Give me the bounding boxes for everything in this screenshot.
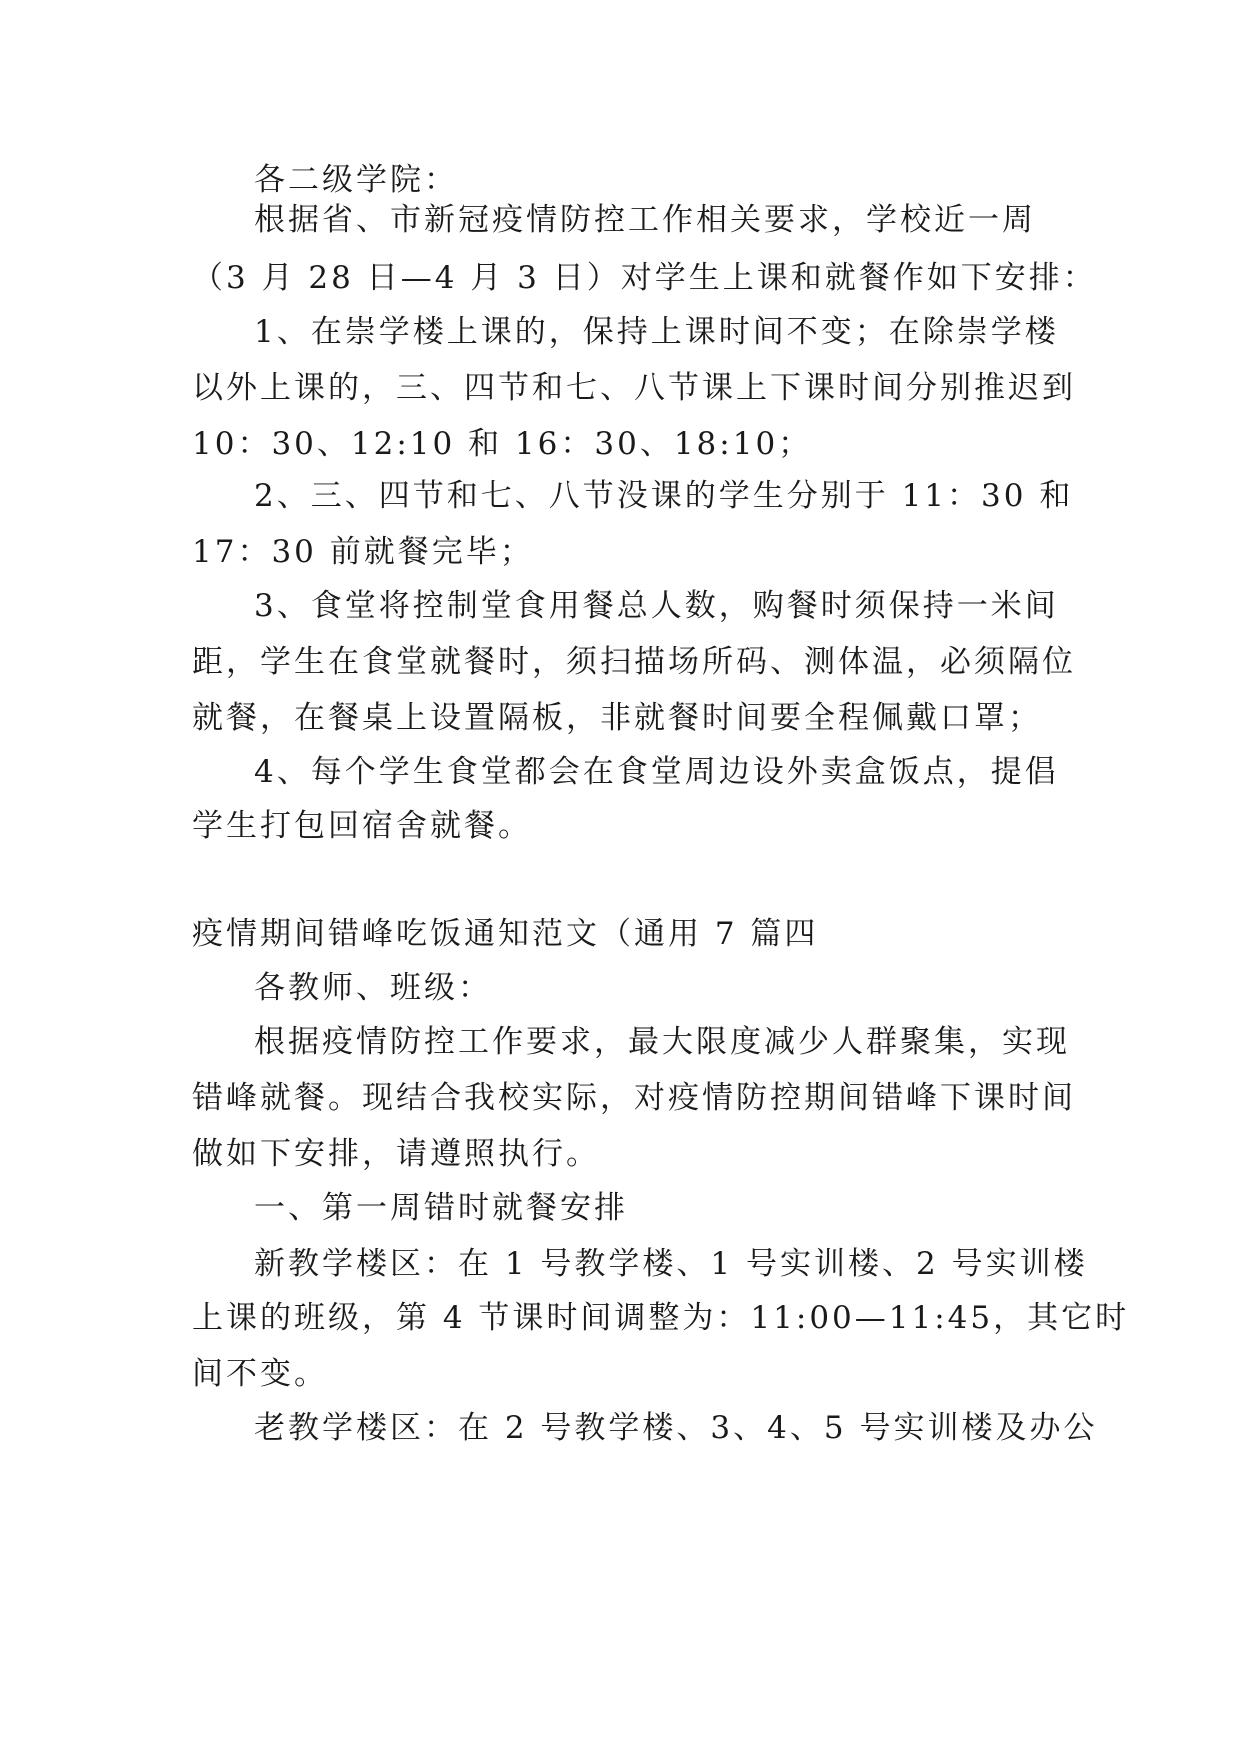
item-4-line: 学生打包回宿舍就餐。 bbox=[192, 808, 532, 844]
intro-paragraph-line: 错峰就餐。现结合我校实际，对疫情防控期间错峰下课时间 bbox=[192, 1080, 1076, 1116]
item-2-line: 2、三、四节和七、八节没课的学生分别于 11：30 和 bbox=[254, 478, 1074, 514]
item-2-line: 17：30 前就餐完毕； bbox=[192, 534, 534, 570]
salutation-colleges: 各二级学院： bbox=[254, 162, 458, 198]
intro-paragraph-line: 根据省、市新冠疫情防控工作相关要求，学校近一周 bbox=[254, 202, 1036, 238]
new-building-line: 新教学楼区：在 1 号教学楼、1 号实训楼、2 号实训楼 bbox=[254, 1246, 1088, 1282]
item-3-line: 距，学生在食堂就餐时，须扫描场所码、测体温，必须隔位 bbox=[192, 644, 1076, 680]
new-building-line: 间不变。 bbox=[192, 1356, 328, 1392]
salutation-teachers: 各教师、班级： bbox=[254, 970, 492, 1006]
new-building-line: 上课的班级，第 4 节课时间调整为：11:00—11:45，其它时 bbox=[192, 1300, 1130, 1336]
intro-paragraph-line: 做如下安排，请遵照执行。 bbox=[192, 1136, 600, 1172]
item-1-line: 以外上课的，三、四节和七、八节课上下课时间分别推迟到 bbox=[192, 370, 1076, 406]
subheading-first-week: 一、第一周错时就餐安排 bbox=[254, 1190, 628, 1226]
item-4-line: 4、每个学生食堂都会在食堂周边设外卖盒饭点，提倡 bbox=[254, 754, 1059, 790]
section-heading: 疫情期间错峰吃饭通知范文（通用 7 篇四 bbox=[192, 916, 819, 952]
intro-paragraph-line: 根据疫情防控工作要求，最大限度减少人群聚集，实现 bbox=[254, 1024, 1070, 1060]
item-3-line: 就餐，在餐桌上设置隔板，非就餐时间要全程佩戴口罩； bbox=[192, 700, 1042, 736]
intro-paragraph-line: （3 月 28 日—4 月 3 日）对学生上课和就餐作如下安排： bbox=[192, 260, 1097, 296]
item-1-line: 10：30、12:10 和 16：30、18:10； bbox=[192, 426, 813, 462]
item-1-line: 1、在崇学楼上课的，保持上课时间不变；在除崇学楼 bbox=[254, 314, 1059, 350]
old-building-line: 老教学楼区：在 2 号教学楼、3、4、5 号实训楼及办公 bbox=[254, 1410, 1098, 1446]
item-3-line: 3、食堂将控制堂食用餐总人数，购餐时须保持一米间 bbox=[254, 588, 1059, 624]
